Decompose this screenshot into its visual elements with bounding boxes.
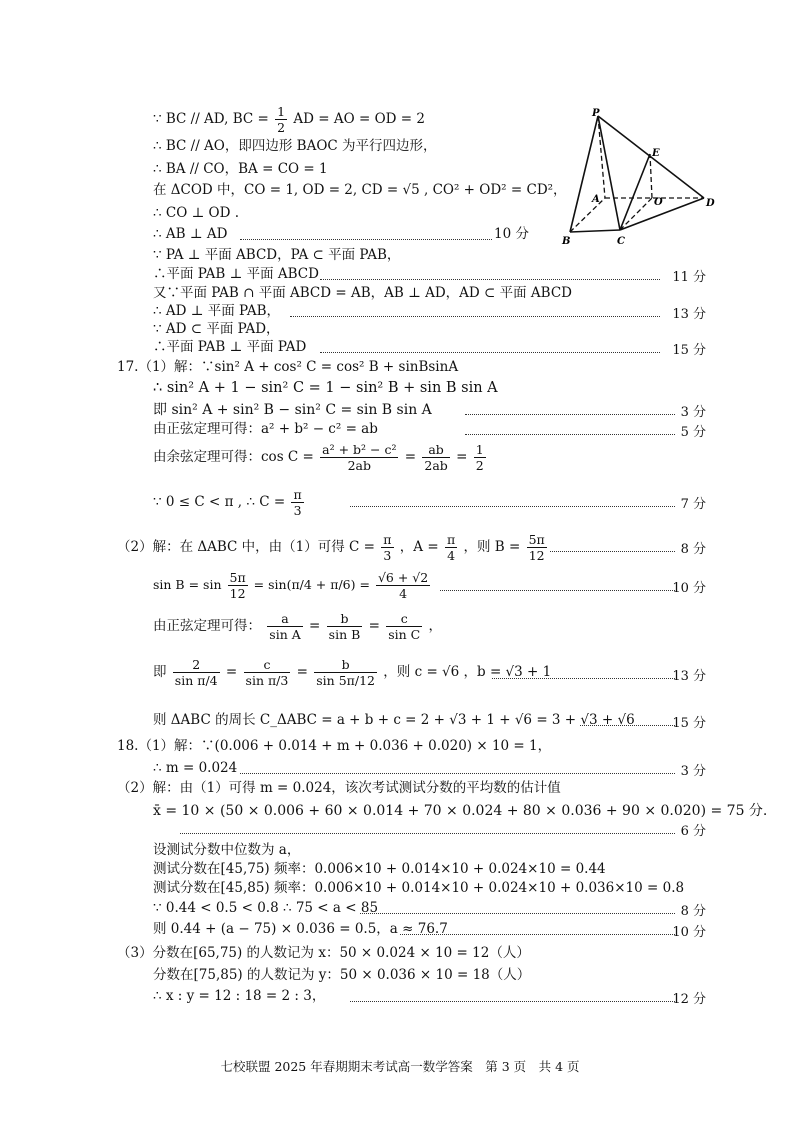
q17-line10: 即 $\frac{2}{\text{sin π/4}}$ = $\frac{c}{\text{sin π/3}}$ = $\frac{b}{\sin 5\pi/12}$ ，则 c = √6 ，b = √3 + 1 bbox=[153, 657, 552, 688]
vertex-label: A bbox=[592, 194, 600, 205]
score-3: 3 分 bbox=[680, 405, 706, 420]
leader-dots bbox=[320, 352, 660, 353]
fraction: $\frac{2}{\text{sin π/4}}$ bbox=[174, 657, 218, 688]
vertex-label: O bbox=[654, 197, 663, 208]
fraction: $\frac{b}{\sin 5\pi/12}$ bbox=[316, 657, 375, 688]
q18-line4: x̄ = 10 × (50 × 0.006 + 60 × 0.014 + 70 × 0.024 + 80 × 0.036 + 90 × 0.020) = 75 分. bbox=[153, 803, 768, 819]
q18-line10: 则 0.44 + (a − 75) × 0.036 = 0.5，a ≈ 76.7 bbox=[153, 921, 448, 937]
score-3: 3 分 bbox=[680, 764, 706, 779]
q17-line2: ∴ sin² A + 1 − sin² C = 1 − sin² B + sin B sin A bbox=[153, 380, 498, 396]
q17-line3: 即 sin² A + sin² B − sin² C = sin B sin A bbox=[153, 402, 432, 418]
leader-dots bbox=[492, 678, 675, 679]
leader-dots bbox=[465, 434, 675, 435]
leader-dots bbox=[400, 934, 675, 935]
leader-dots bbox=[440, 590, 675, 591]
s16-line12: ∴平面 PAB ⊥ 平面 PAD bbox=[153, 339, 307, 355]
s16-line5: ∴ CO ⊥ OD . bbox=[153, 205, 240, 221]
q17-line6: ∵ 0 ≤ C < π , ∴ C = $\frac{\pi}{3}$ bbox=[153, 487, 302, 518]
leader-dots bbox=[465, 414, 675, 415]
vertex-label: E bbox=[652, 148, 660, 159]
q17-line4: 由正弦定理可得：a² + b² − c² = ab bbox=[153, 421, 378, 437]
q18-line11: （3）分数在[65,75) 的人数记为 x：50 × 0.024 × 10 = 12（人） bbox=[117, 945, 530, 961]
fraction: $\frac{√6 + √2}{4}$ bbox=[377, 570, 429, 601]
fraction: $\frac{1}{2}$ bbox=[475, 442, 484, 473]
q18-line13: ∴ x : y = 12 : 18 = 2 : 3， bbox=[153, 988, 326, 1004]
fraction: $\frac{\pi}{4}$ bbox=[446, 532, 456, 563]
leader-dots bbox=[580, 725, 675, 726]
s16-line2: ∴ BC // AO，即四边形 BAOC 为平行四边形， bbox=[153, 138, 437, 154]
fraction: $\frac{c}{\text{sin C}}$ bbox=[388, 611, 421, 642]
fraction: $\frac{5\pi}{12}$ bbox=[528, 532, 545, 563]
fraction: $\frac{a}{\text{sin A}}$ bbox=[269, 611, 301, 642]
fraction: $\frac{b}{\text{sin B}}$ bbox=[328, 611, 361, 642]
q18-line9: ∵ 0.44 < 0.5 < 0.8 ∴ 75 < a < 85 bbox=[153, 900, 379, 916]
q18-line12: 分数在[75,85) 的人数记为 y：50 × 0.036 × 10 = 18（人） bbox=[153, 967, 531, 983]
q17-line9: 由正弦定理可得： $\frac{a}{\text{sin A}}$ = $\frac{b}{\text{sin B}}$ = $\frac{c}{\text{sin C}}$ ， bbox=[153, 611, 443, 642]
q18-line2: ∴ m = 0.024 bbox=[153, 760, 238, 776]
score-10: 10 分 bbox=[672, 925, 706, 940]
leader-dots bbox=[320, 279, 660, 280]
score-11: 11 分 bbox=[672, 270, 706, 285]
leader-dots bbox=[240, 773, 675, 774]
fraction: $\frac{\pi}{3}$ bbox=[383, 532, 392, 563]
s16-line11: ∵ AD ⊂ 平面 PAD， bbox=[153, 321, 280, 337]
pyramid-figure bbox=[560, 108, 720, 248]
s16-line8: ∴平面 PAB ⊥ 平面 ABCD bbox=[153, 266, 319, 282]
score-12: 12 分 bbox=[672, 992, 706, 1007]
page-footer: 七校联盟 2025 年春期期末考试高一数学答案 第 3 页 共 4 页 bbox=[220, 1059, 580, 1074]
score-13: 13 分 bbox=[672, 669, 706, 684]
leader-dots bbox=[350, 506, 675, 507]
score-13: 13 分 bbox=[672, 307, 706, 322]
score-5: 5 分 bbox=[680, 425, 706, 440]
fraction-one-half: $\frac{1}{2}$ bbox=[277, 104, 286, 135]
q17-line7: （2）解：在 ΔABC 中，由（1）可得 C = $\frac{\pi}{3}$ ，A = $\frac{\pi}{4}$ ，则 B = $\frac{5\pi}{12}$ bbox=[117, 532, 545, 563]
s16-line9: 又∵平面 PAB ∩ 平面 ABCD = AB，AB ⊥ AD，AD ⊂ 平面 ABCD bbox=[153, 285, 572, 301]
fraction: $\frac{5\pi}{12}$ bbox=[229, 570, 246, 601]
q18-line3: （2）解：由（1）可得 m = 0.024，该次考试测试分数的平均数的估计值 bbox=[117, 780, 561, 796]
s16-line1: ∵ BC // AD, BC = $\frac{1}{2}$ AD = AO = OD = 2 bbox=[153, 104, 425, 135]
q17-line8: sin B = sin $\frac{5\pi}{12}$ = sin(π/4 + π/6) = $\frac{√6 + √2}{4}$ bbox=[153, 570, 429, 601]
vertex-label: C bbox=[617, 236, 625, 247]
leader-dots bbox=[550, 551, 675, 552]
s16-line3: ∴ BA // CO，BA = CO = 1 bbox=[153, 161, 328, 177]
score-15: 15 分 bbox=[672, 716, 706, 731]
q18-line6: 设测试分数中位数为 a， bbox=[153, 842, 301, 858]
fraction: $\frac{\pi}{3}$ bbox=[293, 487, 302, 518]
q17-line5: 由余弦定理可得：cos C = $\frac{\text{a² + b² − c²}}{2ab}$ = $\frac{ab}{2ab}$ = $\frac{1}{2}$ bbox=[153, 442, 484, 473]
leader-dots bbox=[180, 833, 675, 834]
fraction: $\frac{\text{a² + b² − c²}}{2ab}$ bbox=[322, 442, 397, 473]
leader-dots bbox=[290, 316, 660, 317]
leader-dots bbox=[360, 913, 675, 914]
score-10: 10 分 bbox=[672, 581, 706, 596]
score-10: 10 分 bbox=[494, 226, 529, 242]
q17-line11: 则 ΔABC 的周长 C_ΔABC = a + b + c = 2 + √3 + 1 + √6 = 3 + √3 + √6 bbox=[153, 712, 635, 728]
q18-line1: 18.（1）解：∵(0.006 + 0.014 + m + 0.036 + 0.020) × 10 = 1， bbox=[117, 738, 552, 754]
s16-line4: 在 ΔCOD 中，CO = 1, OD = 2, CD = √5 , CO² + OD² = CD²， bbox=[153, 182, 567, 198]
q18-line8: 测试分数在[45,85) 频率：0.006×10 + 0.014×10 + 0.024×10 + 0.036×10 = 0.8 bbox=[153, 880, 685, 896]
score-6: 6 分 bbox=[680, 824, 706, 839]
leader-dots bbox=[350, 1001, 675, 1002]
s16-line7: ∵ PA ⊥ 平面 ABCD，PA ⊂ 平面 PAB， bbox=[153, 247, 401, 263]
score-8: 8 分 bbox=[680, 542, 706, 557]
q17-line1: 17.（1）解：∵sin² A + cos² C = cos² B + sinBsinA bbox=[117, 359, 459, 375]
vertex-label: D bbox=[706, 198, 715, 209]
score-8: 8 分 bbox=[680, 904, 706, 919]
fraction: $\frac{ab}{2ab}$ bbox=[424, 442, 448, 473]
leader-dots bbox=[240, 239, 492, 240]
s16-line10: ∴ AD ⊥ 平面 PAB， bbox=[153, 303, 281, 319]
vertex-label: P bbox=[592, 108, 600, 119]
vertex-label: B bbox=[562, 236, 571, 247]
fraction: $\frac{c}{\text{sin π/3}}$ bbox=[245, 657, 289, 688]
s16-line6: ∴ AB ⊥ AD bbox=[153, 226, 228, 242]
score-15: 15 分 bbox=[672, 343, 706, 358]
score-7: 7 分 bbox=[680, 497, 706, 512]
q18-line7: 测试分数在[45,75) 频率：0.006×10 + 0.014×10 + 0.024×10 = 0.44 bbox=[153, 861, 606, 877]
